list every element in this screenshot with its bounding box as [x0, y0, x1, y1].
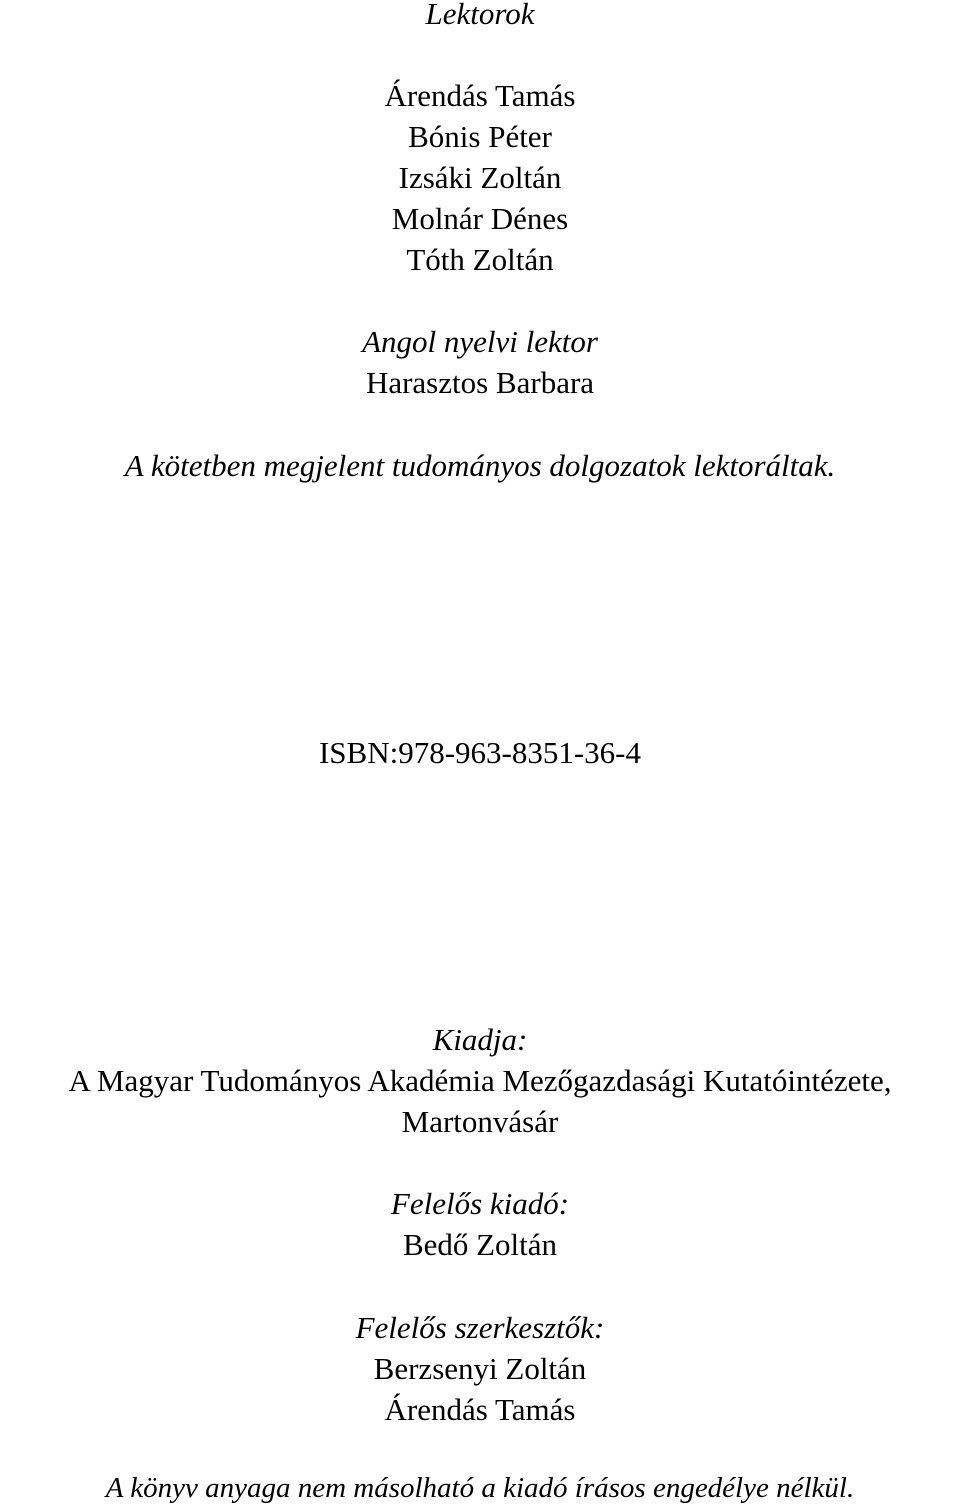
reviewer-name: Tóth Zoltán: [406, 242, 554, 277]
language-reviewer-heading: Angol nyelvi lektor: [362, 324, 598, 359]
language-reviewer-name: Harasztos Barbara: [365, 365, 595, 400]
responsible-editors-heading: Felelős szerkesztők:: [355, 1310, 605, 1345]
reviewer-name: Izsáki Zoltán: [398, 160, 562, 195]
reviewer-name: Árendás Tamás: [384, 78, 576, 113]
publisher-heading: Kiadja:: [432, 1022, 528, 1057]
reviewer-name: Molnár Dénes: [391, 201, 569, 236]
copyright-notice: A könyv anyaga nem másolható a kiadó írásos engedélye nélkül.: [105, 1472, 855, 1504]
responsible-publisher-name: Bedő Zoltán: [402, 1227, 558, 1262]
responsible-publisher-heading: Felelős kiadó:: [390, 1186, 570, 1221]
editor-name: Árendás Tamás: [384, 1392, 576, 1427]
reviewers-heading: Lektorok: [425, 0, 535, 31]
isbn: ISBN:978-963-8351-36-4: [318, 735, 642, 770]
publisher-city: Martonvásár: [401, 1104, 559, 1139]
editor-name: Berzsenyi Zoltán: [373, 1351, 587, 1386]
publisher-name: A Magyar Tudományos Akadémia Mezőgazdasági Kutatóintézete,: [68, 1063, 892, 1098]
reviewer-name: Bónis Péter: [408, 119, 552, 154]
peer-review-note: A kötetben megjelent tudományos dolgozatok lektoráltak.: [124, 448, 836, 483]
